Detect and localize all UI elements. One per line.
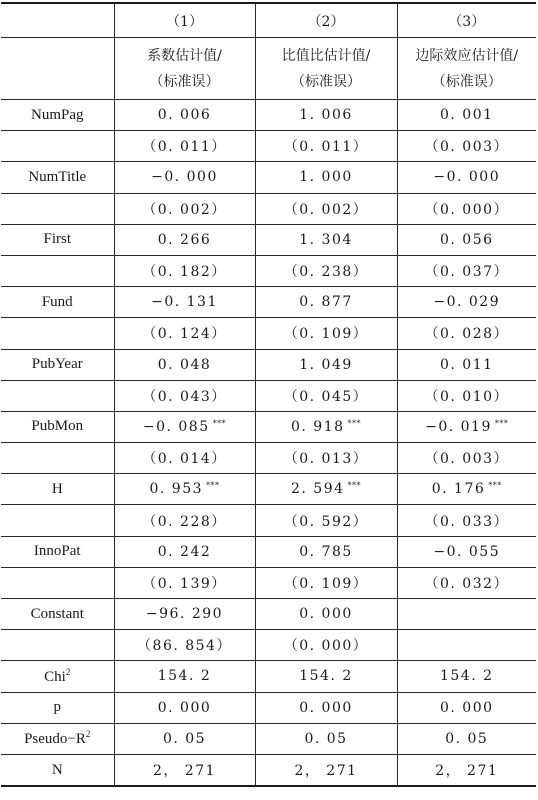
coefficient-cell [114, 162, 255, 193]
coefficient-cell [397, 474, 536, 505]
header-corner-cell-2 [1, 38, 114, 100]
variable-row-fund [1, 287, 536, 318]
standard-error-cell [255, 131, 397, 162]
stat-value: 154. 2 [157, 668, 212, 685]
coefficient-value: 0. 000 [299, 606, 353, 623]
standard-error-cell [397, 630, 536, 661]
coefficient-cell [397, 411, 536, 442]
coefficient-cell [255, 224, 397, 255]
coefficient-value: −0. 085 [142, 418, 210, 435]
standard-error-cell [114, 318, 255, 349]
standard-error-value: （0. 139） [142, 575, 227, 592]
stat-label-text: Chi [44, 668, 66, 685]
stat-label-superscript: 2 [65, 666, 71, 677]
header-description-1-line-2: （标准误） [149, 73, 220, 90]
coefficient-value: 1. 049 [299, 356, 353, 373]
significance-stars: *** [206, 481, 220, 491]
header-description-2-line-1: 比值比估计值/ [281, 47, 371, 64]
coefficient-value: −0. 000 [433, 169, 501, 186]
variable-row-numtitle [1, 162, 536, 193]
coefficient-value: 0. 918 [290, 418, 345, 435]
header-description-1-line-1: 系数估计值/ [147, 47, 222, 64]
standard-error-row-pubmon [1, 443, 536, 474]
header-column-1: （1） [114, 3, 255, 38]
standard-error-cell [114, 380, 255, 411]
standard-error-row-first [1, 255, 536, 286]
standard-error-cell [397, 567, 536, 598]
coefficient-value: −0. 131 [151, 294, 218, 311]
stat-value-cell [397, 692, 536, 723]
coefficient-cell [114, 599, 255, 630]
standard-error-cell [397, 255, 536, 286]
standard-error-value: （0. 045） [283, 388, 369, 405]
standard-error-cell [397, 131, 536, 162]
standard-error-cell [114, 255, 255, 286]
coefficient-cell [114, 536, 255, 567]
coefficient-value: 0. 001 [439, 107, 494, 124]
coefficient-value: 1. 006 [299, 107, 353, 124]
stat-row-p [1, 692, 536, 723]
stat-value: 0. 000 [157, 699, 212, 716]
variable-label: Fund [1, 287, 114, 318]
stat-value-cell [255, 661, 397, 692]
stat-value: 0. 000 [439, 699, 494, 716]
standard-error-value: （0. 014） [142, 451, 227, 468]
regression-table [1, 2, 536, 787]
standard-error-cell [114, 630, 255, 661]
coefficient-value: 0. 266 [157, 231, 212, 248]
standard-error-cell [397, 443, 536, 474]
standard-error-value: （0. 124） [142, 326, 227, 343]
variable-row-first [1, 224, 536, 255]
stat-value: 154. 2 [299, 668, 353, 685]
variable-label: H [1, 474, 114, 505]
significance-stars: *** [494, 418, 509, 428]
standard-error-cell [255, 255, 397, 286]
empty-label-cell [1, 255, 114, 286]
coefficient-value: −0. 000 [151, 169, 218, 186]
stat-label [1, 754, 114, 786]
standard-error-cell [255, 567, 397, 598]
coefficient-value: −96. 290 [145, 606, 224, 623]
standard-error-value: （0. 002） [142, 201, 227, 218]
standard-error-value: （0. 003） [424, 451, 510, 468]
stat-label-text: Pseudo−R [24, 731, 86, 748]
coefficient-cell [255, 100, 397, 131]
significance-stars: *** [347, 418, 362, 428]
stat-value-cell [397, 754, 536, 786]
coefficient-cell [255, 536, 397, 567]
stat-value: 0. 05 [304, 730, 348, 747]
empty-label-cell [1, 630, 114, 661]
significance-stars: *** [488, 481, 502, 491]
coefficient-value: 0. 176 [431, 481, 486, 498]
variable-label: First [1, 224, 114, 255]
standard-error-value: （0. 002） [283, 201, 369, 218]
standard-error-row-numtitle [1, 193, 536, 224]
coefficient-value: −0. 055 [433, 543, 501, 560]
coefficient-value: 0. 953 [149, 481, 204, 498]
coefficient-cell [114, 349, 255, 380]
stat-value-cell [255, 692, 397, 723]
stat-row-n [1, 754, 536, 786]
variable-label: InnoPat [1, 536, 114, 567]
stat-value-cell [255, 723, 397, 754]
coefficient-cell [255, 599, 397, 630]
variable-row-pubyear [1, 349, 536, 380]
standard-error-value: （0. 011） [283, 139, 369, 156]
standard-error-cell [114, 193, 255, 224]
stat-value: 2， 271 [152, 763, 217, 780]
standard-error-cell [255, 380, 397, 411]
coefficient-cell [255, 474, 397, 505]
standard-error-value: （0. 028） [424, 326, 510, 343]
coefficient-cell [397, 224, 536, 255]
standard-error-cell [255, 443, 397, 474]
stat-value: 0. 000 [299, 699, 353, 716]
significance-stars: *** [212, 418, 227, 428]
stat-value: 154. 2 [439, 668, 494, 685]
coefficient-cell [114, 411, 255, 442]
standard-error-value: （86. 854） [137, 638, 232, 655]
empty-label-cell [1, 193, 114, 224]
header-descriptions-row [1, 38, 536, 100]
variable-row-constant [1, 599, 536, 630]
standard-error-cell [114, 567, 255, 598]
coefficient-cell [397, 100, 536, 131]
standard-error-cell [114, 443, 255, 474]
standard-error-cell [397, 505, 536, 536]
standard-error-cell [255, 193, 397, 224]
coefficient-value: 2. 594 [290, 481, 345, 498]
coefficient-cell [255, 287, 397, 318]
variable-row-innopat [1, 536, 536, 567]
standard-error-row-constant [1, 630, 536, 661]
coefficient-value: 1. 000 [299, 169, 353, 186]
header-description-2 [255, 38, 397, 100]
standard-error-value: （0. 011） [142, 139, 227, 156]
header-description-3-line-1: 边际效应估计值/ [415, 47, 519, 64]
standard-error-value: （0. 043） [142, 388, 227, 405]
standard-error-cell [114, 505, 255, 536]
variable-row-h [1, 474, 536, 505]
stat-value-cell [114, 754, 255, 786]
stat-value-cell [397, 661, 536, 692]
stat-label [1, 723, 114, 754]
standard-error-value: （0. 182） [142, 264, 227, 281]
coefficient-cell [255, 349, 397, 380]
standard-error-cell [397, 380, 536, 411]
empty-label-cell [1, 318, 114, 349]
standard-error-value: （0. 003） [424, 139, 510, 156]
variable-label: Constant [1, 599, 114, 630]
coefficient-value: 1. 304 [299, 231, 353, 248]
header-corner-cell [1, 3, 114, 38]
variable-label: NumPag [1, 100, 114, 131]
variable-label: PubYear [1, 349, 114, 380]
coefficient-value: 0. 048 [157, 356, 212, 373]
standard-error-value: （0. 109） [283, 575, 369, 592]
stat-value: 0. 05 [162, 730, 207, 747]
stat-row-pseudo-r [1, 723, 536, 754]
coefficient-cell [397, 349, 536, 380]
standard-error-value: （0. 000） [283, 638, 369, 655]
coefficient-value: 0. 011 [439, 356, 494, 373]
empty-label-cell [1, 443, 114, 474]
stat-value-cell [397, 723, 536, 754]
stat-value: 2， 271 [294, 763, 358, 780]
stat-label [1, 692, 114, 723]
stat-value-cell [114, 661, 255, 692]
variable-row-numpag [1, 100, 536, 131]
stat-value: 2， 271 [435, 763, 499, 780]
standard-error-cell [114, 131, 255, 162]
header-description-3 [397, 38, 536, 100]
standard-error-cell [255, 318, 397, 349]
header-column-numbers-row [1, 3, 536, 38]
coefficient-cell [114, 287, 255, 318]
stat-value-cell [114, 723, 255, 754]
standard-error-value: （0. 010） [424, 388, 510, 405]
stat-label [1, 661, 114, 692]
coefficient-cell [255, 162, 397, 193]
standard-error-cell [255, 630, 397, 661]
standard-error-value: （0. 238） [283, 264, 369, 281]
coefficient-value: 0. 877 [299, 294, 353, 311]
coefficient-cell [114, 100, 255, 131]
standard-error-value: （0. 033） [424, 513, 510, 530]
coefficient-cell [397, 599, 536, 630]
stat-label-superscript: 2 [85, 729, 91, 740]
standard-error-row-h [1, 505, 536, 536]
coefficient-cell [114, 224, 255, 255]
coefficient-value: 0. 006 [157, 107, 212, 124]
standard-error-value: （0. 013） [283, 451, 369, 468]
stat-label-text: N [51, 761, 63, 778]
stat-value: 0. 05 [445, 730, 489, 747]
standard-error-cell [255, 505, 397, 536]
standard-error-value: （0. 037） [424, 264, 510, 281]
standard-error-row-innopat [1, 567, 536, 598]
standard-error-row-pubyear [1, 380, 536, 411]
header-description-1 [114, 38, 255, 100]
empty-label-cell [1, 567, 114, 598]
stat-value-cell [255, 754, 397, 786]
coefficient-value: −0. 019 [425, 418, 492, 435]
coefficient-value: −0. 029 [433, 294, 501, 311]
standard-error-value: （0. 228） [142, 513, 227, 530]
coefficient-value: 0. 785 [299, 543, 353, 560]
standard-error-value: （0. 000） [424, 201, 510, 218]
standard-error-row-fund [1, 318, 536, 349]
stat-value-cell [114, 692, 255, 723]
significance-stars: *** [347, 481, 362, 491]
standard-error-row-numpag [1, 131, 536, 162]
empty-label-cell [1, 131, 114, 162]
coefficient-cell [397, 287, 536, 318]
coefficient-value: 0. 056 [439, 231, 494, 248]
header-description-3-line-2: （标准误） [431, 73, 502, 90]
coefficient-cell [255, 411, 397, 442]
stat-label-text: p [53, 699, 61, 716]
variable-label: NumTitle [1, 162, 114, 193]
header-description-2-line-2: （标准误） [291, 73, 361, 90]
coefficient-cell [114, 474, 255, 505]
standard-error-cell [397, 318, 536, 349]
variable-label: PubMon [1, 411, 114, 442]
variable-row-pubmon [1, 411, 536, 442]
header-column-3: （3） [397, 3, 536, 38]
coefficient-value: 0. 242 [157, 543, 212, 560]
standard-error-cell [397, 193, 536, 224]
empty-label-cell [1, 505, 114, 536]
header-column-2: （2） [255, 3, 397, 38]
coefficient-cell [397, 162, 536, 193]
empty-label-cell [1, 380, 114, 411]
coefficient-cell [397, 536, 536, 567]
stat-row-chi [1, 661, 536, 692]
standard-error-value: （0. 032） [424, 575, 510, 592]
standard-error-value: （0. 109） [283, 326, 369, 343]
standard-error-value: （0. 592） [283, 513, 369, 530]
